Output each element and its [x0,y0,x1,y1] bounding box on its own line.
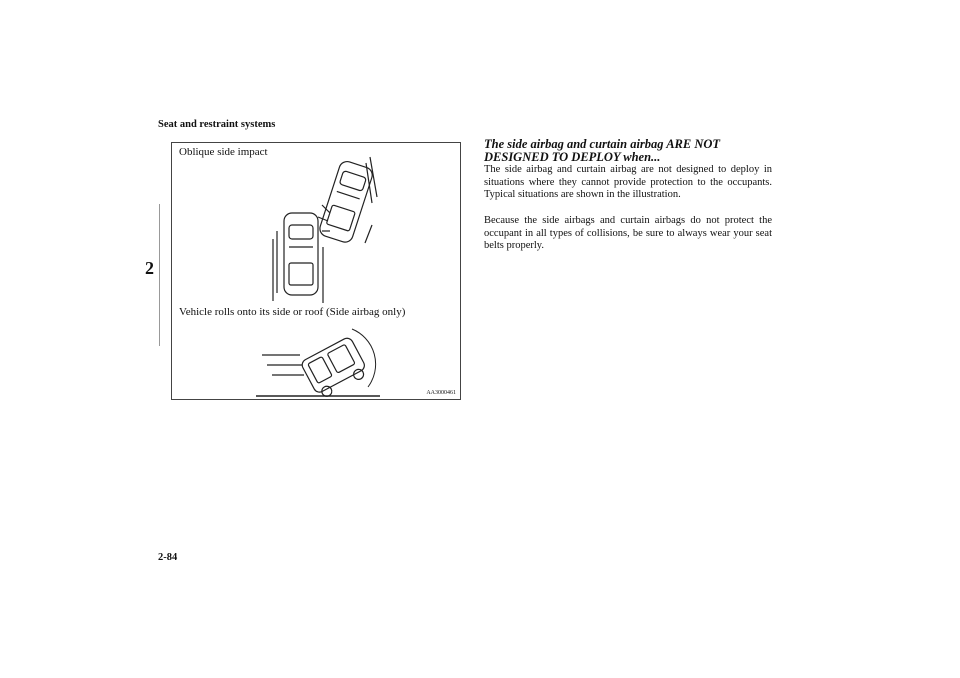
figure-label-rollover: Vehicle rolls onto its side or roof (Side airbag only) [179,306,406,318]
page-header: Seat and restraint systems [158,119,276,130]
figure-label-oblique: Oblique side impact [179,146,268,158]
rollover-drawing [256,329,380,400]
car-rolling-icon [300,336,370,400]
chapter-number: 2 [145,258,154,278]
page-number: 2-84 [158,552,178,563]
figure-code: AA3000461 [426,390,456,396]
body-paragraph-2: Because the side airbags and curtain airbags do not protect the occupant in all types of collisions, be sure to always wear your seat belts properly. [484,215,772,251]
oblique-impact-drawing [273,157,377,303]
illustration-figure [171,142,461,400]
collision-illustration [172,143,462,401]
body-paragraph-1: The side airbag and curtain airbag are not designed to deploy in situations where they cannot provide protection to the occupants. Typical situations are shown in the illustration. [484,164,772,200]
section-heading: The side airbag and curtain airbag ARE NOT DESIGNED TO DEPLOY when... [484,137,721,164]
